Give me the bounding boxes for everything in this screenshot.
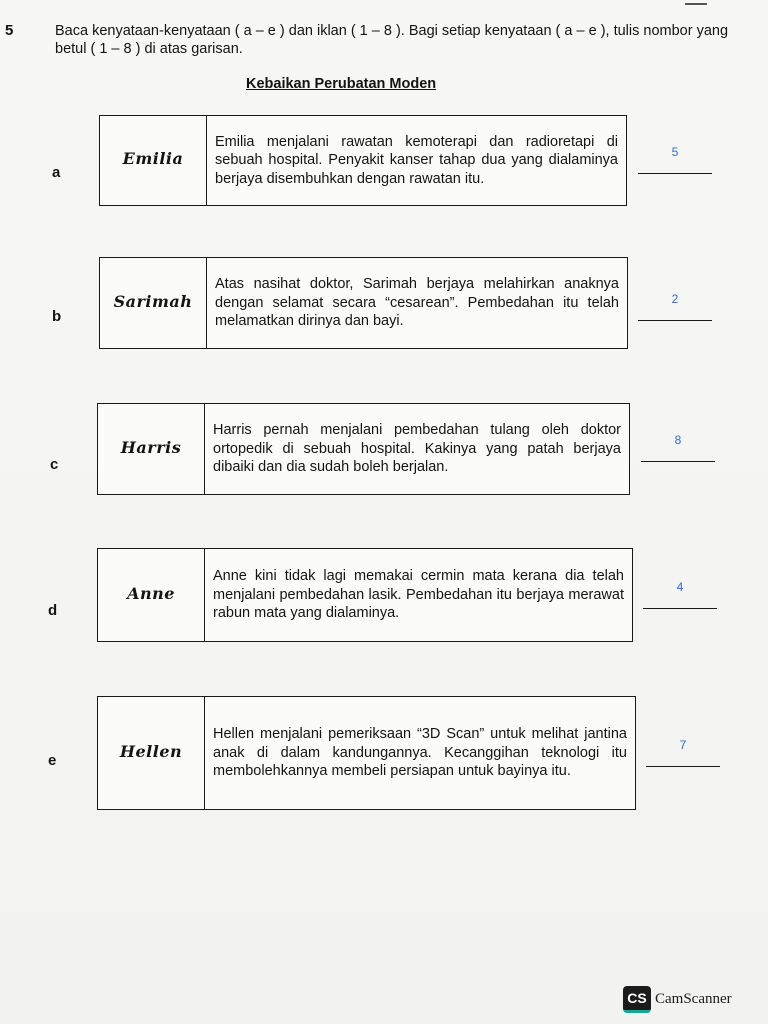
item-letter-c: c <box>50 456 59 473</box>
person-name-hellen: Hellen <box>98 697 205 809</box>
person-name-sarimah: Sarimah <box>100 258 207 348</box>
answer-value-b: 2 <box>671 292 679 306</box>
person-name-anne: Anne <box>98 549 205 641</box>
statement-box-d <box>97 548 633 642</box>
answer-slot-a[interactable] <box>638 145 712 174</box>
item-letter-d: d <box>48 602 58 619</box>
scan-mark <box>685 3 707 5</box>
answer-slot-d[interactable] <box>643 580 717 609</box>
statement-text-a: Emilia menjalani rawatan kemoterapi dan radioretapi di sebuah hospital. Penyakit kanser tahap dua yang dialaminya berjaya disembuhkan dengan rawatan itu. <box>215 133 618 187</box>
answer-value-c: 8 <box>674 433 682 447</box>
statement-box-c <box>97 403 630 495</box>
statement-text-d: Anne kini tidak lagi memakai cermin mata kerana dia telah menjalani pembedahan lasik. Pembedahan itu berjaya merawat rabun mata yang dialaminya. <box>213 568 624 622</box>
camscanner-text: CamScanner <box>655 991 732 1007</box>
camscanner-badge-icon: CS <box>623 986 651 1013</box>
statement-text-e: Hellen menjalani pemeriksaan “3D Scan” untuk melihat jantina anak di dalam kandungannya. Kecanggihan teknologi itu membolehkannya membeli persiapan untuk bayinya itu. <box>213 726 627 780</box>
answer-value-e: 7 <box>679 738 687 752</box>
answer-line-e <box>646 766 720 767</box>
person-name-emilia: Emilia <box>100 116 207 205</box>
answer-value-a: 5 <box>671 145 679 159</box>
statement-box-a <box>99 115 627 206</box>
camscanner-logo <box>623 986 732 1013</box>
answer-line-d <box>643 608 717 609</box>
item-letter-a: a <box>52 164 61 181</box>
answer-value-d: 4 <box>676 580 684 594</box>
question-number: 5 <box>5 22 14 39</box>
question-instructions: Baca kenyataan-kenyataan ( a – e ) dan iklan ( 1 – 8 ). Bagi setiap kenyataan ( a – e ), tulis nombor yang betul ( 1 – 8 ) di atas garisan. <box>55 23 729 57</box>
answer-line-a <box>638 173 712 174</box>
statement-box-e <box>97 696 636 810</box>
statement-text-c: Harris pernah menjalani pembedahan tulang oleh doktor ortopedik di sebuah hospital. Kakinya yang patah berjaya dibaiki dan dia sudah boleh berjalan. <box>213 422 621 476</box>
answer-line-b <box>638 320 712 321</box>
item-letter-e: e <box>48 752 57 769</box>
answer-slot-b[interactable] <box>638 292 712 321</box>
statement-box-b <box>99 257 628 349</box>
section-title: Kebaikan Perubatan Moden <box>246 76 437 92</box>
person-name-harris: Harris <box>98 404 205 494</box>
answer-line-c <box>641 461 715 462</box>
answer-slot-c[interactable] <box>641 433 715 462</box>
answer-slot-e[interactable] <box>646 738 720 767</box>
statement-text-b: Atas nasihat doktor, Sarimah berjaya melahirkan anaknya dengan selamat secara “cesarean”. Pembedahan itu telah melamatkan dirinya dan bayi. <box>215 276 619 330</box>
item-letter-b: b <box>52 308 62 325</box>
